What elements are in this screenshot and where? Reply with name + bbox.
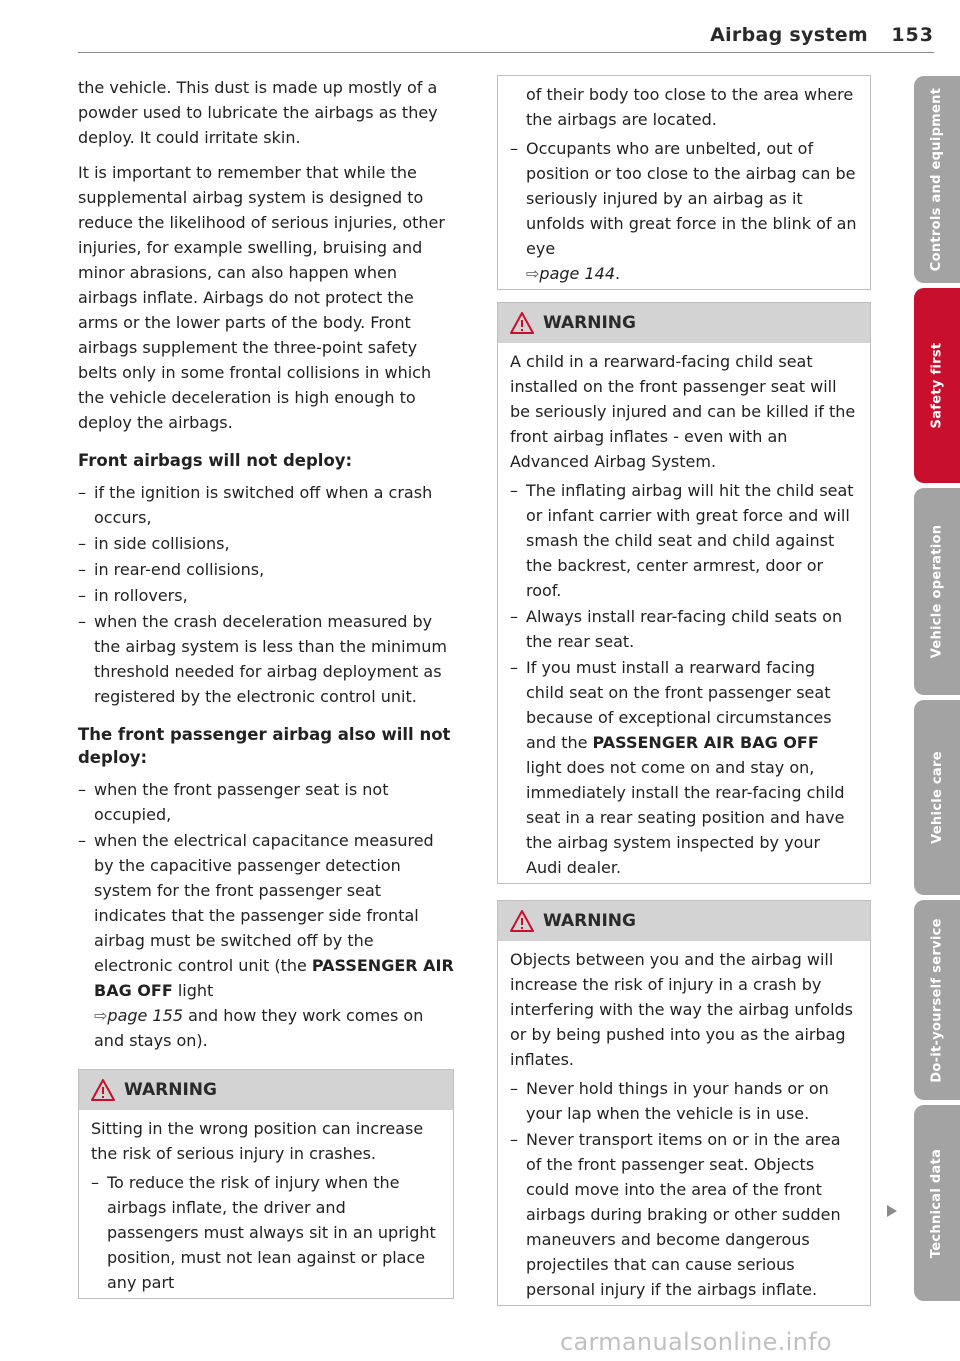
warning-text: A child in a rearward-facing child seat installed on the front passenger seat will be seriously injured and can be killed if the front airbag inflates - even with an Advanced Airbag System. xyxy=(510,352,856,471)
indicator-name: PASSENGER AIR BAG OFF xyxy=(592,733,819,752)
warning-text: of their body too close to the area where the airbags are located. xyxy=(526,85,854,129)
indicator-name: PASSENGER AIR BAG OFF xyxy=(94,956,454,1000)
list-item: – if the ignition is switched off when a crash occurs, xyxy=(78,480,454,530)
list-item xyxy=(510,136,858,286)
list-text: and how they work comes on and stays on). xyxy=(94,1006,424,1050)
list-text: Occupants who are unbelted, out of position or too close to the airbag can be seriously injured by an airbag as it unfolds with great force in the blink of an eye xyxy=(526,139,857,258)
list-item: – in side collisions, xyxy=(78,531,454,556)
warning-label: WARNING xyxy=(543,312,636,333)
tab-vehicle-operation[interactable] xyxy=(914,488,960,695)
tab-do-it-yourself-service[interactable] xyxy=(914,900,960,1100)
tab-safety-first[interactable] xyxy=(914,288,960,483)
section-heading: Front airbags will not deploy: xyxy=(78,451,353,470)
page-ref-arrow-icon: ⇨ xyxy=(94,1006,108,1025)
tab-controls-and-equipment[interactable] xyxy=(914,76,960,283)
tab-label: Do-it-yourself service xyxy=(929,917,945,1083)
warning-body xyxy=(498,76,870,289)
running-header-title: Airbag system xyxy=(710,24,868,46)
tab-label: Controls and equipment xyxy=(929,87,945,272)
continue-arrow-icon xyxy=(887,1205,897,1217)
left-column xyxy=(78,75,454,1299)
warning-box xyxy=(78,1069,454,1299)
list-item: – The inflating airbag will hit the child seat or infant carrier with great force and will smash the child seat and child against the backrest, center armrest, door or roof. xyxy=(510,478,858,603)
paragraph: It is important to remember that while the supplemental airbag system is designed to reduce the likelihood of serious injuries, other injuries, for example swelling, bruising and minor abrasions, can also happen when airbags inflate. Airbags do not protect the arms or the lower parts of the body. Front airbags supplement the three-point safety belts only in some frontal collisions in which the vehicle deceleration is high enough to deploy the airbags. xyxy=(78,163,445,432)
warning-body xyxy=(498,343,870,883)
warning-triangle-icon xyxy=(510,910,534,932)
list-item: – Never hold things in your hands or on your lap when the vehicle is in use. xyxy=(510,1076,858,1126)
warning-header xyxy=(498,303,870,343)
tab-label: Vehicle care xyxy=(929,751,945,844)
warning-text: Sitting in the wrong position can increase the risk of serious injury in crashes. xyxy=(91,1119,424,1163)
watermark: carmanualsonline.info xyxy=(560,1328,832,1356)
warning-triangle-icon xyxy=(91,1079,115,1101)
warning-list xyxy=(510,1076,858,1302)
list-item: – Never transport items on or in the area of the front passenger seat. Objects could move into the area of the front airbags during braking or other sudden maneuvers and become dangerous projectiles that can cause serious personal injury if the airbags inflate. xyxy=(510,1127,858,1302)
header-rule xyxy=(78,52,934,53)
warning-triangle-icon xyxy=(510,312,534,334)
list-text: when the electrical capacitance measured by the capacitive passenger detection system for the front passenger seat indicates that the passenger side frontal airbag must be switched off by the electronic control unit (the xyxy=(94,831,434,975)
list-item: – when the crash deceleration measured by the airbag system is less than the minimum threshold needed for airbag deployment as registered by the electronic control unit. xyxy=(78,609,454,709)
list-text: If you must install a rearward facing child seat on the front passenger seat because of exceptional circumstances and the xyxy=(526,658,832,752)
warning-text: Objects between you and the airbag will increase the risk of injury in a crash by interfering with the way the airbag unfolds or by being pushed into you as the airbag inflates. xyxy=(510,950,853,1069)
list-text: light xyxy=(172,981,214,1000)
list-text: light does not come on and stay on, immediately install the rear-facing child seat in a rear seating position and have the airbag system inspected by your Audi dealer. xyxy=(526,758,845,877)
tab-label: Vehicle operation xyxy=(929,524,945,659)
paragraph: the vehicle. This dust is made up mostly of a powder used to lubricate the airbags as they deploy. It could irritate skin. xyxy=(78,78,438,147)
no-deploy-list xyxy=(78,480,454,709)
warning-list xyxy=(510,478,858,880)
list-item: – in rollovers, xyxy=(78,583,454,608)
chapter-tabs xyxy=(914,76,960,1306)
list-item xyxy=(78,828,454,1053)
page-number: 153 xyxy=(891,24,934,46)
right-column xyxy=(497,75,871,1306)
warning-list xyxy=(510,136,858,286)
tab-label: Technical data xyxy=(929,1148,945,1258)
list-item xyxy=(510,655,858,880)
list-item: – in rear-end collisions, xyxy=(78,557,454,582)
page-reference-link[interactable]: page 155 xyxy=(107,1006,183,1025)
list-item: – To reduce the risk of injury when the airbags inflate, the driver and passengers must always sit in an upright position, must not lean against or place any part xyxy=(91,1170,441,1295)
tab-vehicle-care[interactable] xyxy=(914,700,960,895)
list-text: . xyxy=(615,264,621,283)
page-reference-link[interactable]: page 144 xyxy=(539,264,615,283)
warning-header xyxy=(498,901,870,941)
list-item: – Always install rear-facing child seats on the rear seat. xyxy=(510,604,858,654)
section-heading: The front passenger airbag also will not deploy: xyxy=(78,725,451,767)
tab-technical-data[interactable] xyxy=(914,1105,960,1301)
warning-continued-box xyxy=(497,75,871,290)
warning-box xyxy=(497,900,871,1306)
page-ref-arrow-icon: ⇨ xyxy=(526,264,540,283)
warning-body xyxy=(79,1110,453,1298)
warning-label: WARNING xyxy=(124,1079,217,1100)
tab-label: Safety first xyxy=(929,342,945,429)
warning-box xyxy=(497,302,871,884)
warning-body xyxy=(498,941,870,1305)
warning-list xyxy=(91,1170,441,1295)
warning-label: WARNING xyxy=(543,910,636,931)
list-item: – when the front passenger seat is not occupied, xyxy=(78,777,454,827)
warning-header xyxy=(79,1070,453,1110)
passenger-no-deploy-list xyxy=(78,777,454,1053)
